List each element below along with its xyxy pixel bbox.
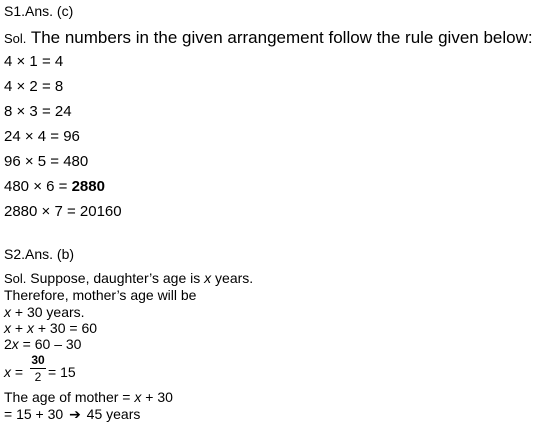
s1-equation-3: 8 × 3 = 24 <box>4 103 72 120</box>
right-arrow-icon: ➔ <box>69 406 81 422</box>
s2-line-1 <box>4 271 253 285</box>
var-x: x <box>11 336 19 352</box>
fraction-30-over-2 <box>30 354 46 383</box>
s1-equation-5: 96 × 5 = 480 <box>4 153 89 170</box>
s1-equation-7: 2880 × 7 = 20160 <box>4 203 122 220</box>
s1-answer-bold: 2880 <box>71 178 105 195</box>
s2-line-2: Therefore, mother’s age will be <box>4 287 197 303</box>
s2-line-8 <box>4 407 140 421</box>
s2-line-5-post: = 60 – 30 <box>18 336 82 352</box>
s2-line-7 <box>4 390 173 404</box>
s1-equation-4: 24 × 4 = 96 <box>4 128 80 145</box>
s1-equation-1: 4 × 1 = 4 <box>4 53 64 70</box>
s2-line-6-left <box>4 365 23 379</box>
s2-line-5 <box>4 337 81 351</box>
var-x: x <box>134 389 142 405</box>
s2-line-1-post: years. <box>211 270 254 286</box>
s2-heading: S2.Ans. (b) <box>4 246 75 262</box>
var-x: x <box>4 364 11 380</box>
var-x: x <box>26 320 34 336</box>
s1-sol-line <box>4 29 533 46</box>
s1-equation-2: 4 × 2 = 8 <box>4 78 64 95</box>
s2-line-6-result: = 15 <box>48 364 76 380</box>
fraction-numerator: 30 <box>31 353 45 367</box>
s2-line-4-b: + 30 = 60 <box>33 320 98 336</box>
s2-sol-prefix: Sol. <box>4 271 27 286</box>
var-x: x <box>204 270 212 286</box>
var-x: x <box>4 320 11 336</box>
s2-line-1-pre: Suppose, daughter’s age is <box>26 270 205 286</box>
s1-sol-text: The numbers in the given arrangement follow the rule given below: <box>26 28 533 47</box>
s2-line-5-pre: 2 <box>4 336 12 352</box>
s2-line-6-eq: = <box>11 364 24 380</box>
s2-line-8-pre: = 15 + 30 <box>4 406 68 422</box>
var-x: x <box>4 304 11 320</box>
s1-heading: S1.Ans. (c) <box>4 3 74 19</box>
s1-sol-prefix: Sol. <box>4 31 27 46</box>
s2-line-4-a: + <box>11 320 27 336</box>
s2-line-3 <box>4 305 85 319</box>
s2-line-7-post: + 30 <box>141 389 173 405</box>
fraction-denominator: 2 <box>34 370 42 384</box>
s1-equation-6 <box>4 179 105 194</box>
fraction-bar <box>30 368 46 369</box>
s1-equation-6-text: 480 × 6 = <box>4 178 72 195</box>
s2-line-7-text: The age of mother = <box>4 389 135 405</box>
s2-line-3-post: + 30 years. <box>11 304 85 320</box>
s2-line-4 <box>4 321 97 335</box>
s2-line-8-post: 45 years <box>82 406 141 422</box>
